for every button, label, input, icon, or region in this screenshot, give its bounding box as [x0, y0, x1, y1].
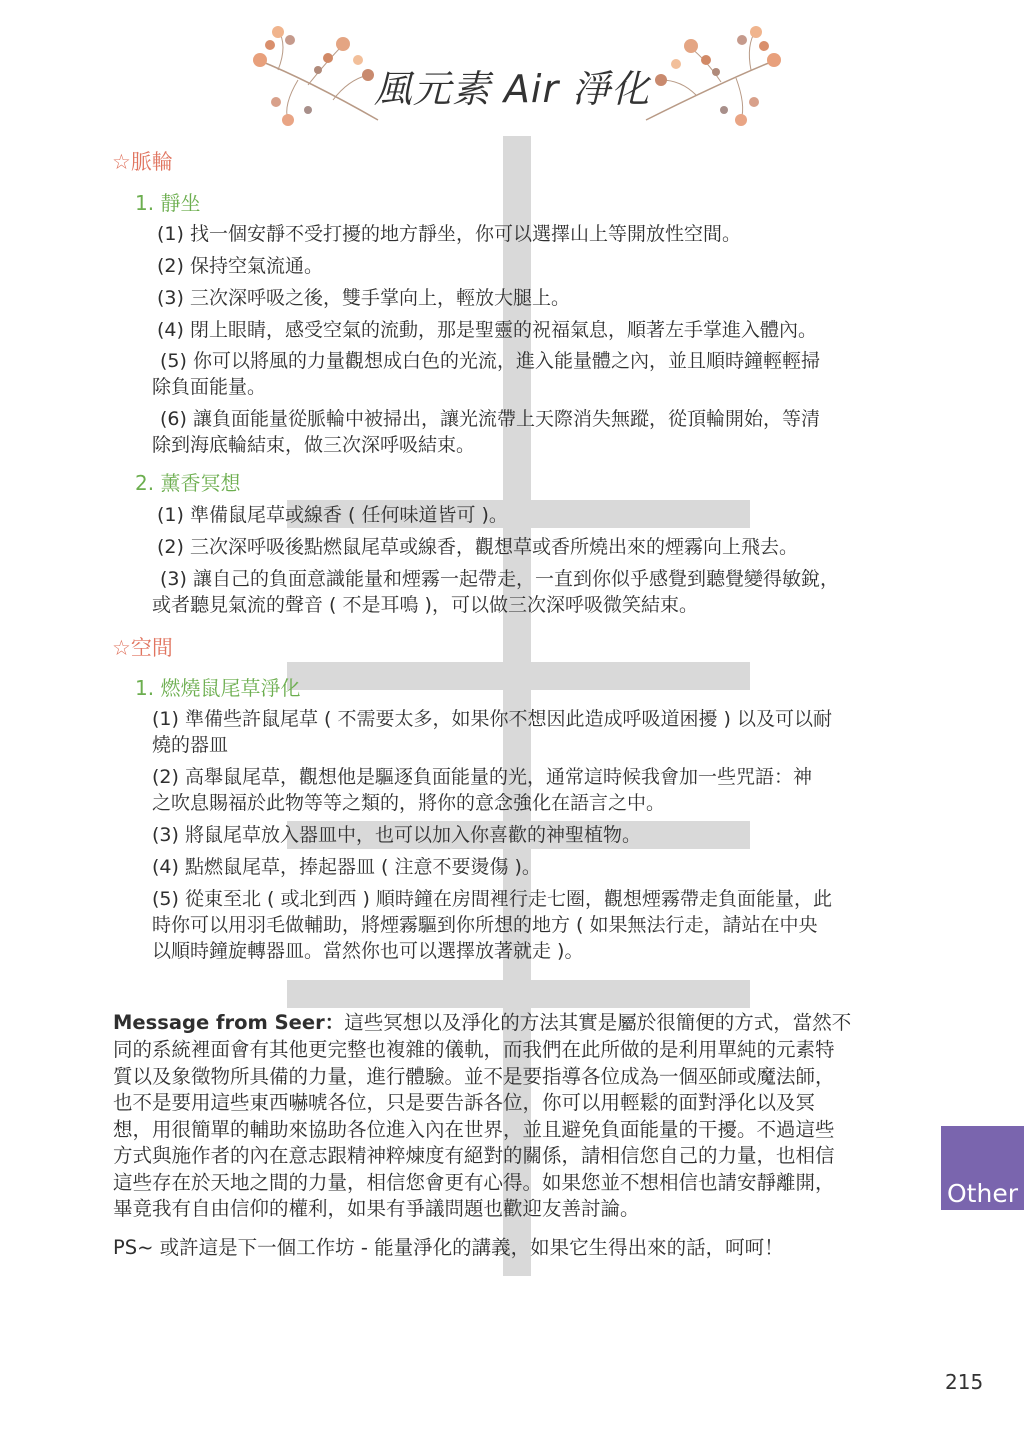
list-item: (3) 將鼠尾草放入器皿中，也可以加入你喜歡的神聖植物。 — [152, 824, 641, 846]
section-heading-chakra: ☆脈輪 — [112, 150, 173, 174]
list-item: (1) 準備鼠尾草或線香 ( 任何味道皆可 )。 — [157, 504, 508, 526]
page-title: 風元素 Air 淨化 — [373, 67, 651, 111]
list-item: (3) 三次深呼吸之後，雙手掌向上，輕放大腿上。 — [157, 287, 570, 309]
list-item-continuation: 時你可以用羽毛做輔助，將煙霧驅到你所想的地方 ( 如果無法行走，請站在中央 — [152, 914, 818, 936]
side-tab-label: Other — [947, 1179, 1018, 1208]
list-item-continuation: 以順時鐘旋轉器皿。當然你也可以選擇放著就走 )。 — [152, 940, 584, 962]
message-paragraph — [113, 1010, 928, 1223]
message-line: 這些存在於天地之間的力量，相信您會更有心得。如果您並不想相信也請安靜離開， — [113, 1170, 835, 1194]
message-line: 畢竟我有自由信仰的權利，如果有爭議問題也歡迎友善討論。 — [113, 1197, 640, 1220]
list-item: (6) 讓負面能量從脈輪中被掃出，讓光流帶上天際消失無蹤，從頂輪開始，等清 — [160, 408, 820, 430]
list-item: (3) 讓自己的負面意識能量和煙霧一起帶走，一直到你似乎感覺到聽覺變得敏銳， — [160, 568, 839, 590]
list-item: (5) 你可以將風的力量觀想成白色的光流，進入能量體之內，並且順時鐘輕輕掃 — [160, 350, 820, 372]
section-heading-space: ☆空間 — [112, 636, 173, 660]
list-item-continuation: 除到海底輪結束，做三次深呼吸結束。 — [152, 434, 476, 456]
subsection-title-sage: 1. 燃燒鼠尾草淨化 — [135, 676, 301, 700]
list-item: (2) 三次深呼吸後點燃鼠尾草或線香，觀想草或香所燒出來的煙霧向上飛去。 — [157, 536, 798, 558]
message-line: 質以及象徵物所具備的力量，進行體驗。並不是要指導各位成為一個巫師或魔法師， — [113, 1064, 835, 1088]
message-text: 這些冥想以及淨化的方法其實是屬於很簡便的方式，當然不 — [344, 1011, 852, 1034]
list-item: (2) 保持空氣流通。 — [157, 255, 323, 277]
list-item: (1) 找一個安靜不受打擾的地方靜坐，你可以選擇山上等開放性空間。 — [157, 223, 741, 245]
message-label: Message from Seer： — [113, 1011, 345, 1034]
message-line: 同的系統裡面會有其他更完整也複雜的儀軌，而我們在此所做的是利用單純的元素特 — [113, 1038, 835, 1061]
message-line: 想，用很簡單的輔助來協助各位進入內在世界，並且避免負面能量的干擾。不過這些 — [113, 1117, 835, 1141]
list-item-continuation: 之吹息賜福於此物等等之類的，將你的意念強化在語言之中。 — [152, 792, 666, 814]
subsection-title-meditation: 1. 靜坐 — [135, 191, 201, 215]
list-item: (5) 從東至北 ( 或北到西 ) 順時鐘在房間裡行走七圈，觀想煙霧帶走負面能量，此 — [152, 888, 832, 910]
message-line: 方式與施作者的內在意志跟精神粹煉度有絕對的關係，請相信您自己的力量，也相信 — [113, 1144, 835, 1167]
cross-watermark-bar — [287, 662, 750, 690]
list-item: (2) 高舉鼠尾草，觀想他是驅逐負面能量的光，通常這時候我會加一些咒語：神 — [152, 766, 812, 788]
message-line: 也不是要用這些東西嚇唬各位，只是要告訴各位，你可以用輕鬆的面對淨化以及冥 — [113, 1091, 816, 1114]
subsection-title-incense: 2. 薰香冥想 — [135, 471, 241, 495]
list-item-continuation: 除負面能量。 — [152, 376, 267, 398]
list-item: (4) 點燃鼠尾草，捧起器皿 ( 注意不要燙傷 )。 — [152, 856, 541, 878]
list-item-continuation: 或者聽見氣流的聲音 ( 不是耳鳴 )，可以做三次深呼吸微笑結束。 — [152, 594, 698, 616]
cross-watermark-bar — [287, 980, 750, 1008]
list-item: (1) 準備些許鼠尾草 ( 不需要太多，如果你不想因此造成呼吸道困擾 ) 以及可以耐 — [152, 708, 832, 730]
postscript: PS~ 或許這是下一個工作坊 - 能量淨化的講義，如果它生得出來的話，呵呵！ — [113, 1236, 784, 1259]
list-item-continuation: 燒的器皿 — [152, 734, 229, 756]
page-number: 215 — [945, 1370, 984, 1394]
message-line — [113, 1010, 928, 1037]
list-item: (4) 閉上眼睛，感受空氣的流動，那是聖靈的祝福氣息，順著左手掌進入體內。 — [157, 319, 817, 341]
side-tab-other[interactable] — [941, 1126, 1024, 1210]
